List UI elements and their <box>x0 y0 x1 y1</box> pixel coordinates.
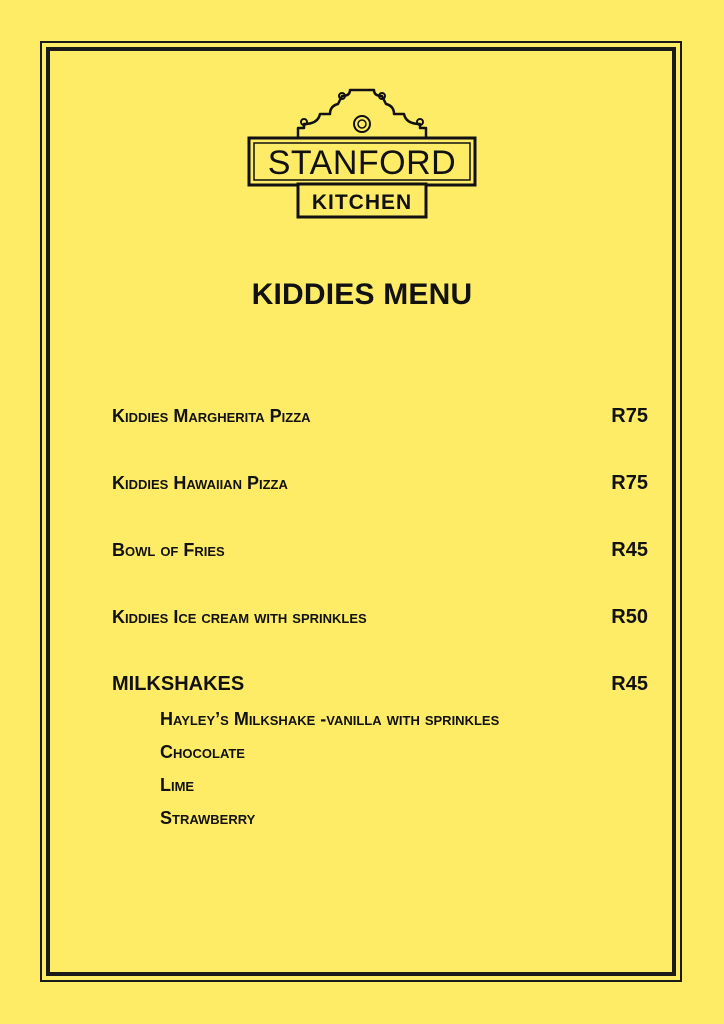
menu-item-price: R75 <box>611 405 648 427</box>
menu-item-name: Bowl of Fries <box>112 540 225 560</box>
menu-title: KIDDIES MENU <box>251 278 473 311</box>
milkshake-flavour: Lime <box>160 775 195 795</box>
menu-item <box>112 602 648 632</box>
menu-item-price: R45 <box>611 673 648 695</box>
menu-item-price: R50 <box>611 606 648 628</box>
menu-item <box>112 401 648 431</box>
logo-text-stanford: STANFORD <box>267 144 457 182</box>
menu-item <box>112 535 648 565</box>
menu-item-name: MILKSHAKES <box>112 673 245 695</box>
milkshake-flavour: Hayley’s Milkshake -vanilla with sprinkles <box>160 709 500 729</box>
milkshake-flavour: Strawberry <box>160 808 256 828</box>
menu-item <box>112 468 648 498</box>
menu-item-name: Kiddies Margherita Pizza <box>112 406 311 426</box>
menu-item-price: R75 <box>611 472 648 494</box>
menu-item-milkshakes <box>112 669 648 699</box>
stanford-kitchen-logo <box>246 84 478 220</box>
logo-text-kitchen: KITCHEN <box>311 191 413 214</box>
menu-item-price: R45 <box>611 539 648 561</box>
milkshake-flavour-list <box>160 703 499 835</box>
menu-item-name: Kiddies Hawaiian Pizza <box>112 473 288 493</box>
menu-item-name: Kiddies Ice cream with sprinkles <box>112 607 367 627</box>
milkshake-flavour: Chocolate <box>160 742 245 762</box>
